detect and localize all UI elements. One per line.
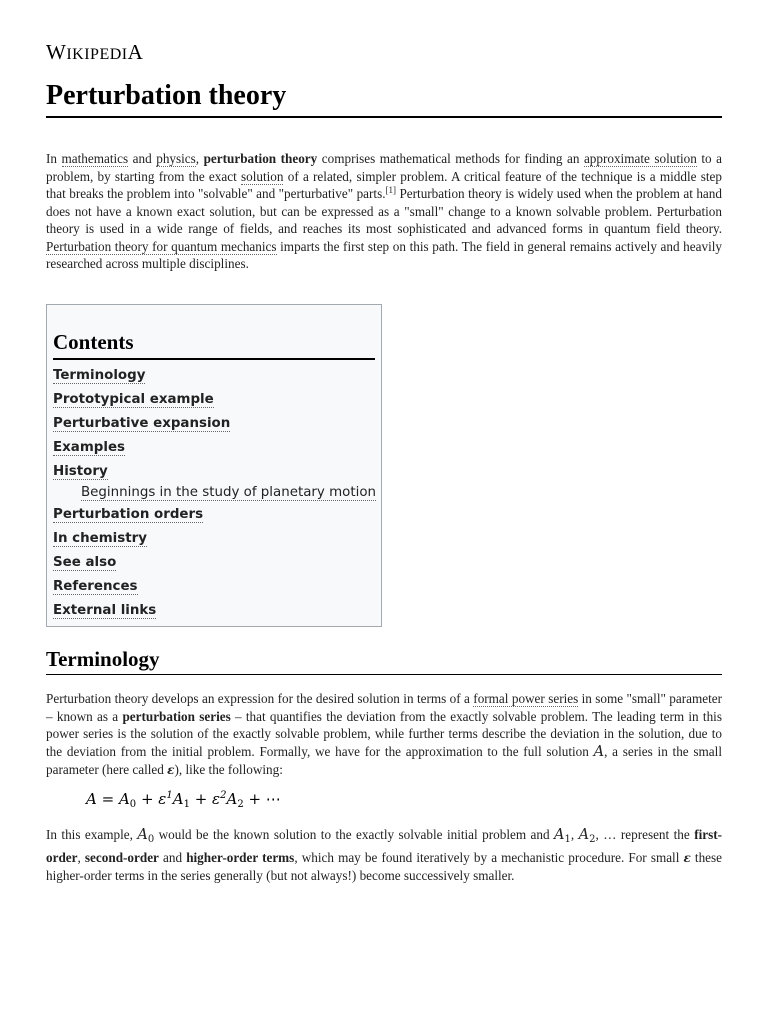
toc-item-label: In chemistry bbox=[53, 531, 147, 547]
eq-operator: = bbox=[96, 790, 119, 808]
body-text: ), like the following: bbox=[174, 762, 283, 777]
eq-operator: + bbox=[189, 790, 213, 808]
body-text: , a series in the small parameter (here called bbox=[46, 743, 722, 777]
link-physics[interactable]: physics bbox=[156, 151, 196, 166]
math-A0 bbox=[137, 827, 154, 843]
terminology-paragraph-2 bbox=[46, 826, 722, 885]
intro-text: imparts the first step on this path. The field in general remains actively and heavily researched across multiple disciplines. bbox=[46, 238, 722, 271]
terminology-paragraph-1 bbox=[46, 690, 722, 780]
eq-exponent: 2 bbox=[220, 790, 227, 801]
math-subscript: 0 bbox=[147, 834, 155, 845]
page-title: Perturbation theory bbox=[46, 79, 722, 118]
eq-term: A bbox=[86, 790, 97, 808]
eq-operator: + bbox=[136, 790, 159, 808]
toc-item-label: Perturbative expansion bbox=[53, 415, 231, 431]
math-epsilon: ε bbox=[167, 763, 175, 777]
intro-text: to a problem, by starting from the exact bbox=[46, 151, 722, 184]
body-text: , which may be found iteratively by a mechanistic procedure. For small bbox=[294, 849, 684, 865]
toc-item-perturbation-orders[interactable] bbox=[53, 503, 375, 527]
math-epsilon: ε bbox=[683, 850, 691, 865]
perturbation-series-equation bbox=[86, 790, 281, 810]
link-solution[interactable]: solution bbox=[240, 168, 284, 184]
term-perturbation-series: perturbation series bbox=[122, 708, 231, 724]
link-mathematics[interactable]: mathematics bbox=[61, 151, 129, 166]
link-approximate-solution[interactable]: approximate solution bbox=[583, 151, 697, 166]
table-of-contents bbox=[46, 304, 382, 627]
term-perturbation-theory: perturbation theory bbox=[203, 151, 318, 166]
math-A: A bbox=[593, 743, 605, 760]
eq-term: A bbox=[172, 790, 184, 808]
toc-list bbox=[53, 364, 375, 623]
link-perturbation-theory-qm[interactable]: Perturbation theory for quantum mechanics bbox=[46, 238, 277, 254]
toc-item-history[interactable] bbox=[53, 460, 375, 484]
body-text: and bbox=[158, 849, 187, 865]
intro-text: , bbox=[195, 151, 204, 166]
toc-item-references[interactable] bbox=[53, 575, 375, 599]
wordmark-initial: W bbox=[46, 40, 67, 64]
body-text: , bbox=[570, 827, 579, 842]
math-symbol: A bbox=[554, 827, 565, 843]
toc-item-external-links[interactable] bbox=[53, 599, 375, 623]
intro-text: and bbox=[128, 151, 157, 166]
term-higher-order-terms: higher-order terms bbox=[186, 849, 295, 865]
toc-item-label: Examples bbox=[53, 439, 126, 455]
eq-term: A bbox=[118, 790, 130, 808]
section-heading-terminology: Terminology bbox=[46, 646, 722, 675]
body-text: Perturbation theory develops an expression for the desired solution in terms of a bbox=[46, 691, 474, 706]
link-formal-power-series[interactable]: formal power series bbox=[473, 691, 579, 706]
body-text: In this example, bbox=[46, 827, 138, 842]
intro-text: comprises mathematical methods for finding an bbox=[317, 151, 584, 166]
wordmark-final: A bbox=[127, 40, 144, 64]
body-text: , … represent the bbox=[595, 827, 695, 842]
body-text: in some "small" parameter – known as a bbox=[46, 691, 722, 724]
reference-1[interactable]: [1] bbox=[385, 185, 396, 195]
intro-text: In bbox=[46, 151, 62, 166]
eq-subscript: 0 bbox=[129, 799, 137, 810]
toc-item-perturbative-expansion[interactable] bbox=[53, 412, 375, 436]
toc-title: Contents bbox=[53, 329, 375, 360]
body-text: , bbox=[77, 849, 85, 865]
toc-item-see-also[interactable] bbox=[53, 551, 375, 575]
intro-text: of a related, simpler problem. A critical feature of the technique is a middle step that breaks the problem into "solvable" and "perturbative" parts. bbox=[46, 168, 722, 201]
toc-item-label: Perturbation orders bbox=[53, 507, 204, 523]
body-text: – that quantifies the deviation from the exactly solvable problem. The leading term in this power series is the solution of the exactly solvable problem, while further terms describe the deviation in the solution, due to the deviation from the initial problem. Formally, we have for the approximation to the full solution bbox=[46, 708, 722, 759]
math-A1 bbox=[554, 827, 571, 843]
math-symbol: A bbox=[578, 827, 590, 843]
eq-subscript: 2 bbox=[237, 799, 244, 810]
toc-item-label: Prototypical example bbox=[53, 391, 214, 407]
math-subscript: 2 bbox=[589, 834, 596, 845]
term-second-order: second-order bbox=[84, 849, 159, 865]
toc-item-prototypical-example[interactable] bbox=[53, 388, 375, 412]
toc-item-label: Beginnings in the study of planetary motion bbox=[81, 485, 376, 501]
toc-item-label: References bbox=[53, 579, 138, 595]
eq-term: ε bbox=[158, 790, 167, 808]
toc-item-label: See also bbox=[53, 555, 117, 571]
term-first-order: first-order bbox=[46, 827, 723, 865]
toc-item-in-chemistry[interactable] bbox=[53, 527, 375, 551]
eq-operator: + ⋯ bbox=[243, 790, 281, 808]
math-subscript: 1 bbox=[564, 834, 571, 845]
math-symbol: A bbox=[137, 827, 148, 843]
wordmark-middle: IKIPEDI bbox=[66, 46, 128, 63]
eq-subscript: 1 bbox=[183, 799, 190, 810]
toc-item-label: External links bbox=[53, 602, 157, 618]
eq-term: A bbox=[226, 790, 238, 808]
math-A2 bbox=[579, 827, 596, 843]
toc-subitem-planetary-motion[interactable] bbox=[53, 483, 375, 503]
wikipedia-wordmark[interactable] bbox=[46, 40, 143, 65]
toc-item-label: History bbox=[53, 463, 108, 479]
body-text: would be the known solution to the exactly solvable initial problem and bbox=[154, 827, 555, 842]
toc-item-terminology[interactable] bbox=[53, 364, 375, 388]
toc-item-examples[interactable] bbox=[53, 436, 375, 460]
intro-text: Perturbation theory is widely used when the problem at hand does not have a known exact solution, but can be expressed as a "small" change to a known solvable problem. Perturbation theory is used in a wide range of fields, and reaches its most sophisticated and advanced forms in quantum field theory. bbox=[46, 186, 722, 236]
eq-exponent: 1 bbox=[166, 790, 173, 801]
toc-item-label: Terminology bbox=[53, 368, 146, 383]
body-text: these higher-order terms in the series generally (but not always!) become successively smaller. bbox=[46, 849, 723, 883]
eq-term: ε bbox=[212, 790, 221, 808]
intro-paragraph bbox=[46, 150, 722, 273]
